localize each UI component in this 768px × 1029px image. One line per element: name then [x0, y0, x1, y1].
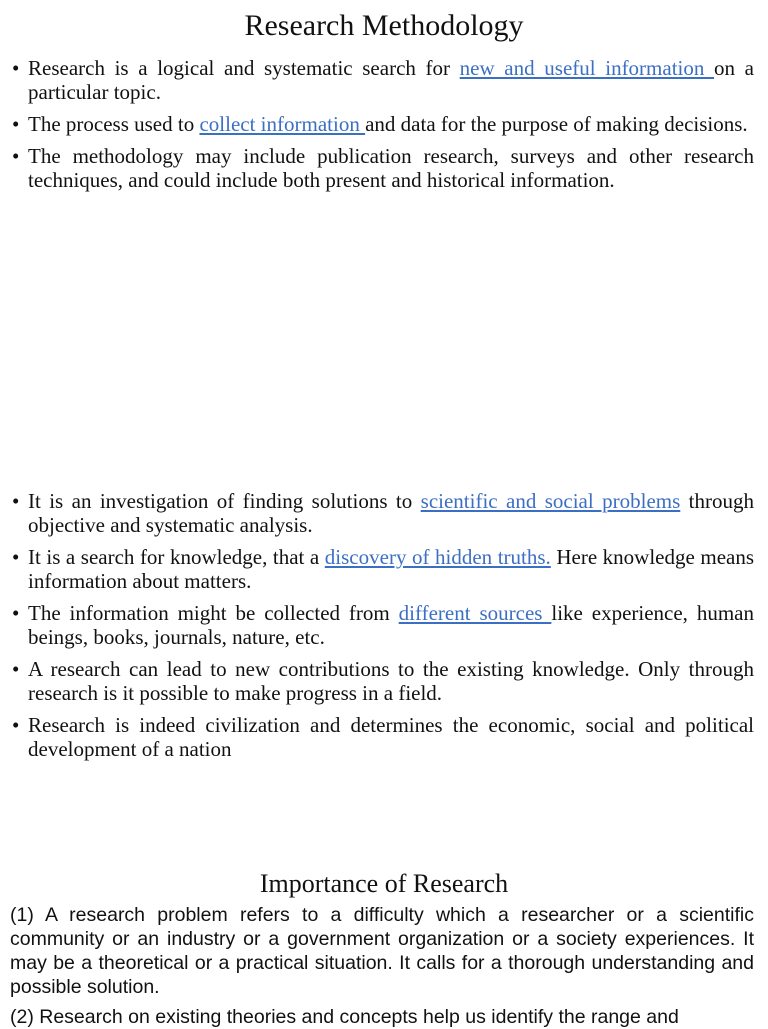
- link-scientific-and-social-problems[interactable]: scientific and social problems: [420, 489, 681, 513]
- paragraph-2: (2) Research on existing theories and concepts help us identify the range and: [10, 1006, 679, 1028]
- link-collect-information[interactable]: collect information: [199, 112, 366, 136]
- list-item: • The process used to collect information and data for the purpose of making decisions.: [12, 112, 754, 136]
- list-item: • A research can lead to new contributions to the existing knowledge. Only through research is it possible to make progress in a field.: [12, 657, 754, 705]
- bullet-list-details: [12, 489, 754, 769]
- section-title: Importance of Research: [259, 869, 509, 898]
- bullet-list-intro: [12, 56, 754, 200]
- page-title: Research Methodology: [244, 9, 524, 42]
- list-item: • Research is indeed civilization and determines the economic, social and political development of a nation: [12, 713, 754, 761]
- list-item: • The information might be collected from different sources like experience, human beings, books, journals, nature, etc.: [12, 601, 754, 649]
- list-item: • Research is a logical and systematic search for new and useful information on a particular topic.: [12, 56, 754, 104]
- paragraph-1: (1) A research problem refers to a difficulty which a researcher or a scientific community or an industry or a government organization or a society experiences. It may be a theoretical or a practical situation. It calls for a thorough understanding and possible solution.: [10, 904, 754, 998]
- list-item: • The methodology may include publication research, surveys and other research techniques, and could include both present and historical information.: [12, 144, 754, 192]
- list-item: • It is an investigation of finding solutions to scientific and social problems through objective and systematic analysis.: [12, 489, 754, 537]
- link-different-sources[interactable]: different sources: [398, 601, 552, 625]
- link-new-and-useful-information[interactable]: new and useful information: [459, 56, 715, 80]
- list-item: • It is a search for knowledge, that a discovery of hidden truths. Here knowledge means information about matters.: [12, 545, 754, 593]
- link-discovery-of-hidden-truths[interactable]: discovery of hidden truths.: [324, 545, 551, 569]
